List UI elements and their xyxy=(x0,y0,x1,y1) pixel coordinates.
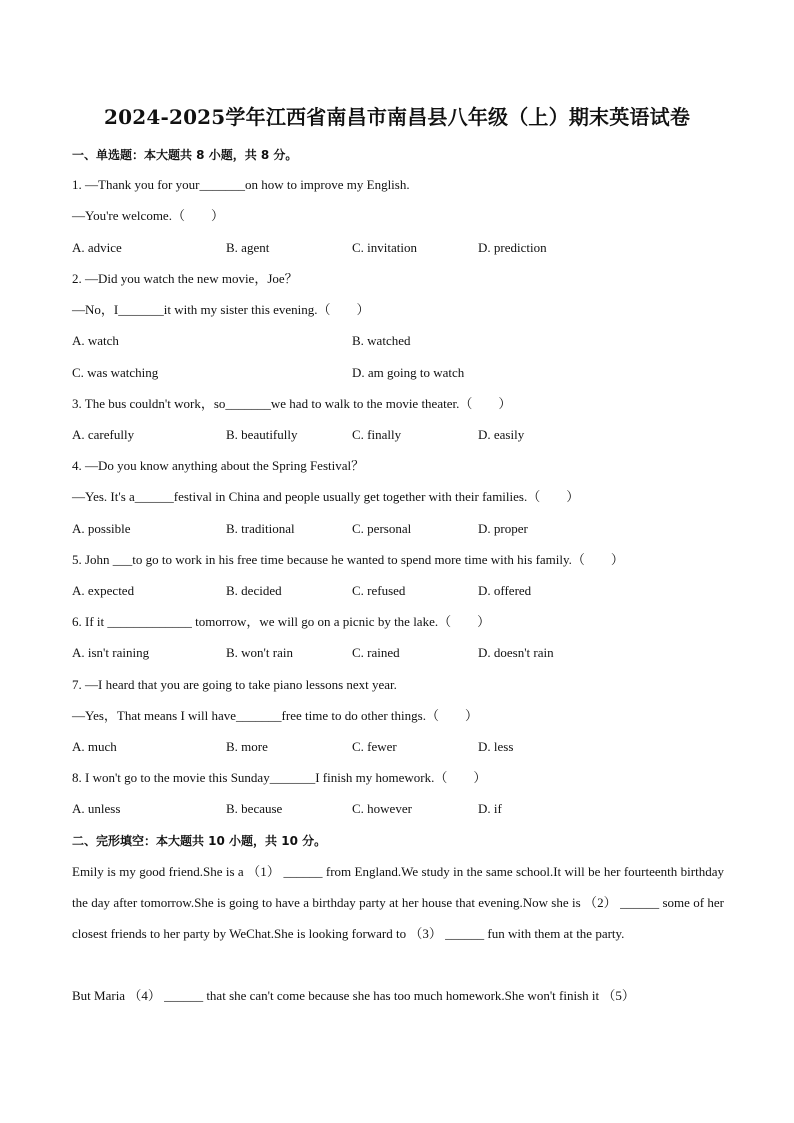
q8-option-b[interactable]: B. because xyxy=(226,801,283,816)
page-title: 2024-2025学年江西省南昌市南昌县八年级（上）期末英语试卷 xyxy=(103,105,691,129)
q1-option-d[interactable]: D. prediction xyxy=(478,240,547,255)
q3-option-b[interactable]: B. beautifully xyxy=(226,427,298,442)
q4-option-b[interactable]: B. traditional xyxy=(226,521,295,536)
q6-option-a[interactable]: A. isn't raining xyxy=(72,645,150,660)
q7-option-d[interactable]: D. less xyxy=(478,739,514,754)
q8-option-a[interactable]: A. unless xyxy=(72,801,121,816)
q7-option-c[interactable]: C. fewer xyxy=(352,739,397,754)
q8-option-d[interactable]: D. if xyxy=(478,801,502,816)
question-7: 7. —I heard that you are going to take piano lessons next year. xyxy=(72,677,397,692)
question-8: 8. I won't go to the movie this Sunday_______I finish my homework.（ ） xyxy=(72,770,487,785)
question-3: 3. The bus couldn't work，so_______we had to walk to the movie theater.（ ） xyxy=(72,396,512,411)
section-heading-2: 二、完形填空：本大题共 10 小题，共 10 分。 xyxy=(72,834,327,848)
q5-option-d[interactable]: D. offered xyxy=(478,583,532,598)
q2-option-a[interactable]: A. watch xyxy=(72,333,119,348)
q6-option-c[interactable]: C. rained xyxy=(352,645,400,660)
question-2-reply: —No，I_______it with my sister this evening.（ ） xyxy=(72,302,370,317)
q5-option-b[interactable]: B. decided xyxy=(226,583,282,598)
section-heading-1: 一、单选题：本大题共 8 小题，共 8 分。 xyxy=(72,148,298,162)
q3-option-c[interactable]: C. finally xyxy=(352,427,402,442)
q2-option-c[interactable]: C. was watching xyxy=(72,365,159,380)
q7-option-b[interactable]: B. more xyxy=(226,739,268,754)
q2-option-b[interactable]: B. watched xyxy=(352,333,411,348)
q6-option-b[interactable]: B. won't rain xyxy=(226,645,293,660)
q4-option-c[interactable]: C. personal xyxy=(352,521,412,536)
q4-option-a[interactable]: A. possible xyxy=(72,521,131,536)
question-6: 6. If it _____________ tomorrow，we will go on a picnic by the lake.（ ） xyxy=(72,614,491,629)
q3-option-d[interactable]: D. easily xyxy=(478,427,525,442)
q5-option-a[interactable]: A. expected xyxy=(72,583,135,598)
q7-option-a[interactable]: A. much xyxy=(72,739,117,754)
q2-option-d[interactable]: D. am going to watch xyxy=(352,365,465,380)
question-4: 4. —Do you know anything about the Spring Festival？ xyxy=(72,458,365,473)
question-2: 2. —Did you watch the new movie，Joe？ xyxy=(72,271,298,286)
q4-option-d[interactable]: D. proper xyxy=(478,521,528,536)
question-1: 1. —Thank you for your_______on how to improve my English. xyxy=(72,177,410,192)
q6-option-d[interactable]: D. doesn't rain xyxy=(478,645,554,660)
q3-option-a[interactable]: A. carefully xyxy=(72,427,135,442)
cloze-passage-paragraph-2: But Maria （4） ______ that she can't come because she has too much homework.She won't finish it （5） xyxy=(72,988,635,1003)
question-1-reply: —You're welcome.（ ） xyxy=(72,208,224,223)
question-4-reply: —Yes. It's a______festival in China and people usually get together with their families.（ ） xyxy=(72,489,580,504)
q1-option-b[interactable]: B. agent xyxy=(226,240,270,255)
q5-option-c[interactable]: C. refused xyxy=(352,583,406,598)
question-7-reply: —Yes，That means I will have_______free time to do other things.（ ） xyxy=(72,708,478,723)
q1-option-a[interactable]: A. advice xyxy=(72,240,122,255)
cloze-passage-paragraph-1: Emily is my good friend.She is a （1） ______ from England.We study in the same school.It will be her fourteenth birthday the day after tomorrow.She is going to have a birthday party at her house that evening.Now she is （2） ______ some of her closest friends to her party by WeChat.She is looking forward to （3） ______ fun with them at the party. xyxy=(72,864,724,941)
q8-option-c[interactable]: C. however xyxy=(352,801,412,816)
q1-option-c[interactable]: C. invitation xyxy=(352,240,417,255)
question-5: 5. John ___to go to work in his free time because he wanted to spend more time with his family.（ ） xyxy=(72,552,624,567)
